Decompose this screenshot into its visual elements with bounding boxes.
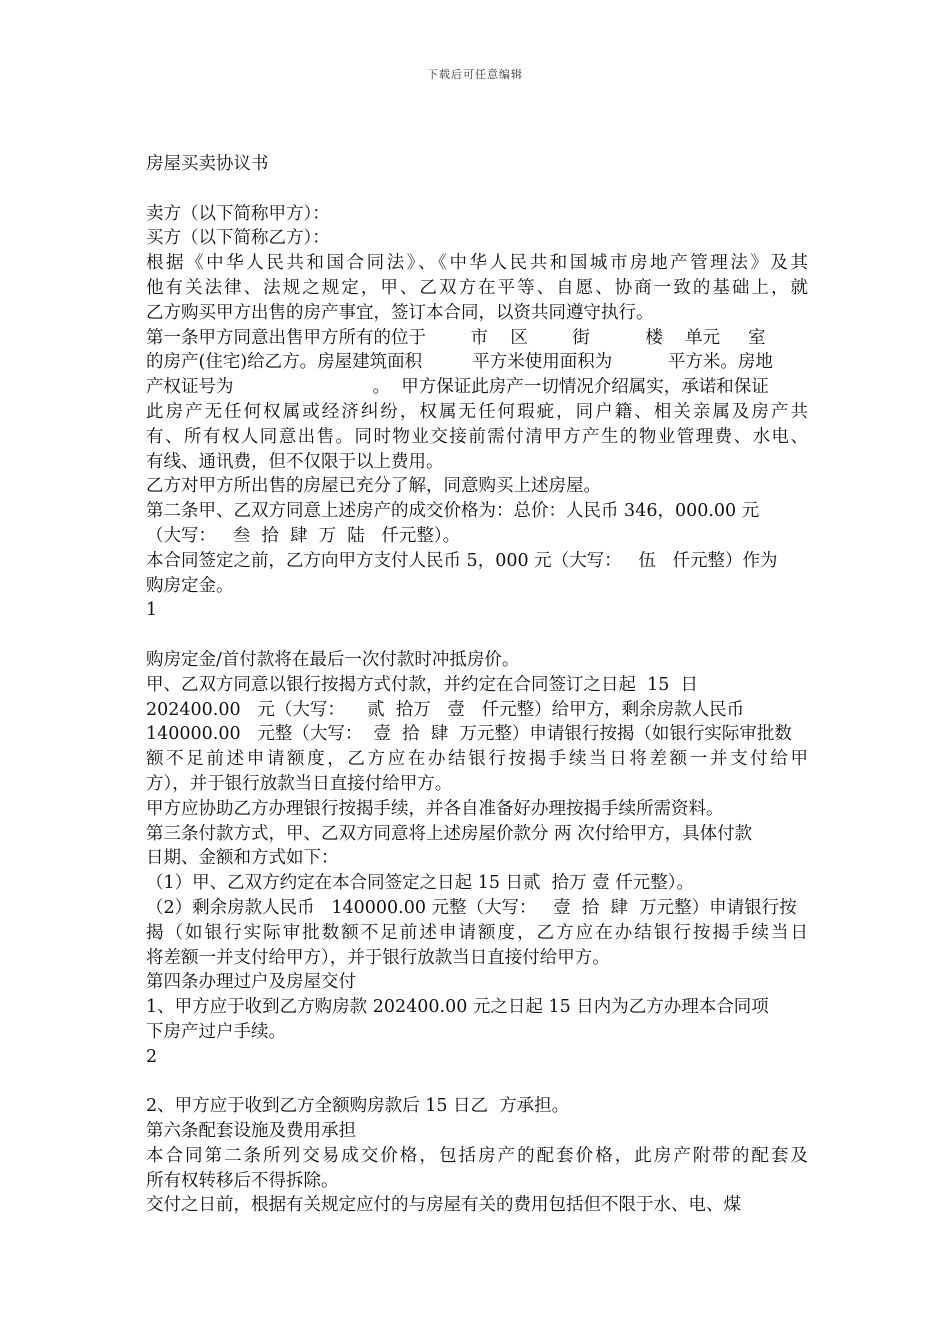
article2-line: （大写： 叁 拾 肆 万 陆 仟元整）。 — [146, 525, 461, 546]
preamble-line: 他有关法律、法规之规定，甲、乙双方在平等、自愿、协商一致的基础上，就 — [146, 277, 808, 298]
payment-line: 额不足前述申请额度，乙方应在办结银行按揭手续当日将差额一并支付给甲 — [146, 749, 808, 770]
article1-line: 的房产(住宅)给乙方。房屋建筑面积 平方米使用面积为 平方米。房地 — [146, 352, 773, 373]
article1-line: 此房产无任何权属或经济纠纷，权属无任何瑕疵，同户籍、相关亲属及房产共 — [146, 401, 808, 422]
article2-line: 本合同签定之前，乙方向甲方支付人民币 5，000 元（大写： 伍 仟元整）作为 — [146, 550, 778, 571]
buyer-line: 买方（以下简称乙方）： — [146, 228, 330, 249]
article3-line: 第三条付款方式，甲、乙双方同意将上述房屋价款分 两 次付给甲方，具体付款 — [146, 823, 753, 844]
payment-line: 202400.00 元（大写： 贰 拾万 壹 仟元整）给甲方，剩余房款人民币 — [146, 699, 745, 720]
article1-line: 产权证号为 。 甲方保证此房产一切情况介绍属实，承诺和保证 — [146, 377, 769, 398]
preamble-line: 乙方购买甲方出售的房产事宜，签订本合同，以资共同遵守执行。 — [146, 302, 654, 323]
article3-line: （2）剩余房款人民币 140000.00 元整（大写： 壹 拾 肆 万元整）申请银行按 — [146, 897, 797, 918]
page-number: 2 — [146, 1046, 158, 1067]
page-number: 1 — [146, 600, 158, 621]
article4-line: 1、甲方应于收到乙方购房款 202400.00 元之日起 15 日内为乙方办理本合同项 — [146, 997, 769, 1018]
article6-line: 本合同第二条所列交易成交价格，包括房产的配套价格，此房产附带的配套及 — [146, 1145, 808, 1166]
article3-line: 揭（如银行实际审批数额不足前述申请额度，乙方应在办结银行按揭手续当日 — [146, 922, 808, 943]
transfer-line: 2、甲方应于收到乙方全额购房款后 15 日乙 方承担。 — [146, 1096, 570, 1117]
article2-line: 购房定金。 — [146, 575, 234, 596]
article3-line: 日期、金额和方式如下： — [146, 848, 339, 869]
payment-line: 甲方应协助乙方办理银行按揭手续，并各自准备好办理按揭手续所需资料。 — [146, 798, 724, 819]
preamble-line: 根据《中华人民共和国合同法》、《中华人民共和国城市房地产管理法》及其 — [146, 253, 808, 274]
article1-line: 乙方对甲方所出售的房屋已充分了解，同意购买上述房屋。 — [146, 476, 601, 497]
payment-line: 方），并于银行放款当日直接付给甲方。 — [146, 773, 453, 794]
article2-line: 第二条甲、乙双方同意上述房产的成交价格为：总价：人民币 346，000.00 元 — [146, 501, 760, 522]
article6-line: 第六条配套设施及费用承担 — [146, 1121, 356, 1142]
payment-line: 甲、乙双方同意以银行按揭方式付款，并约定在合同签订之日起 15 日 — [146, 674, 699, 695]
document-title: 房屋买卖协议书 — [146, 154, 269, 174]
article4-line: 下房产过户手续。 — [146, 1021, 286, 1042]
payment-line: 购房定金/首付款将在最后一次付款时冲抵房价。 — [146, 649, 520, 670]
download-editable-note: 下载后可任意编辑 — [427, 68, 523, 81]
blank-line — [146, 1069, 808, 1094]
article3-line: 将差额一并支付给甲方），并于银行放款当日直接付给甲方。 — [146, 947, 610, 968]
seller-line: 卖方（以下简称甲方）： — [146, 203, 330, 224]
article3-line: （1）甲、乙双方约定在本合同签定之日起 15 日贰 拾万 壹 仟元整）。 — [146, 873, 695, 894]
blank-line — [146, 623, 808, 648]
article4-line: 第四条办理过户及房屋交付 — [146, 972, 356, 993]
article1-line: 第一条甲方同意出售甲方所有的位于 市 区 街 楼 单元 室 — [146, 327, 766, 348]
payment-line: 140000.00 元整（大写： 壹 拾 肆 万元整）申请银行按揭（如银行实际审批数 — [146, 724, 792, 745]
article1-line: 有、所有权人同意出售。同时物业交接前需付清甲方产生的物业管理费、水电、 — [146, 426, 808, 447]
article1-line: 有线、通讯费，但不仅限于以上费用。 — [146, 451, 444, 472]
article6-line: 所有权转移后不得拆除。 — [146, 1170, 339, 1191]
article6-line: 交付之日前，根据有关规定应付的与房屋有关的费用包括但不限于水、电、煤 — [146, 1195, 741, 1216]
blank-line — [146, 177, 808, 202]
contract-document — [146, 152, 808, 1218]
